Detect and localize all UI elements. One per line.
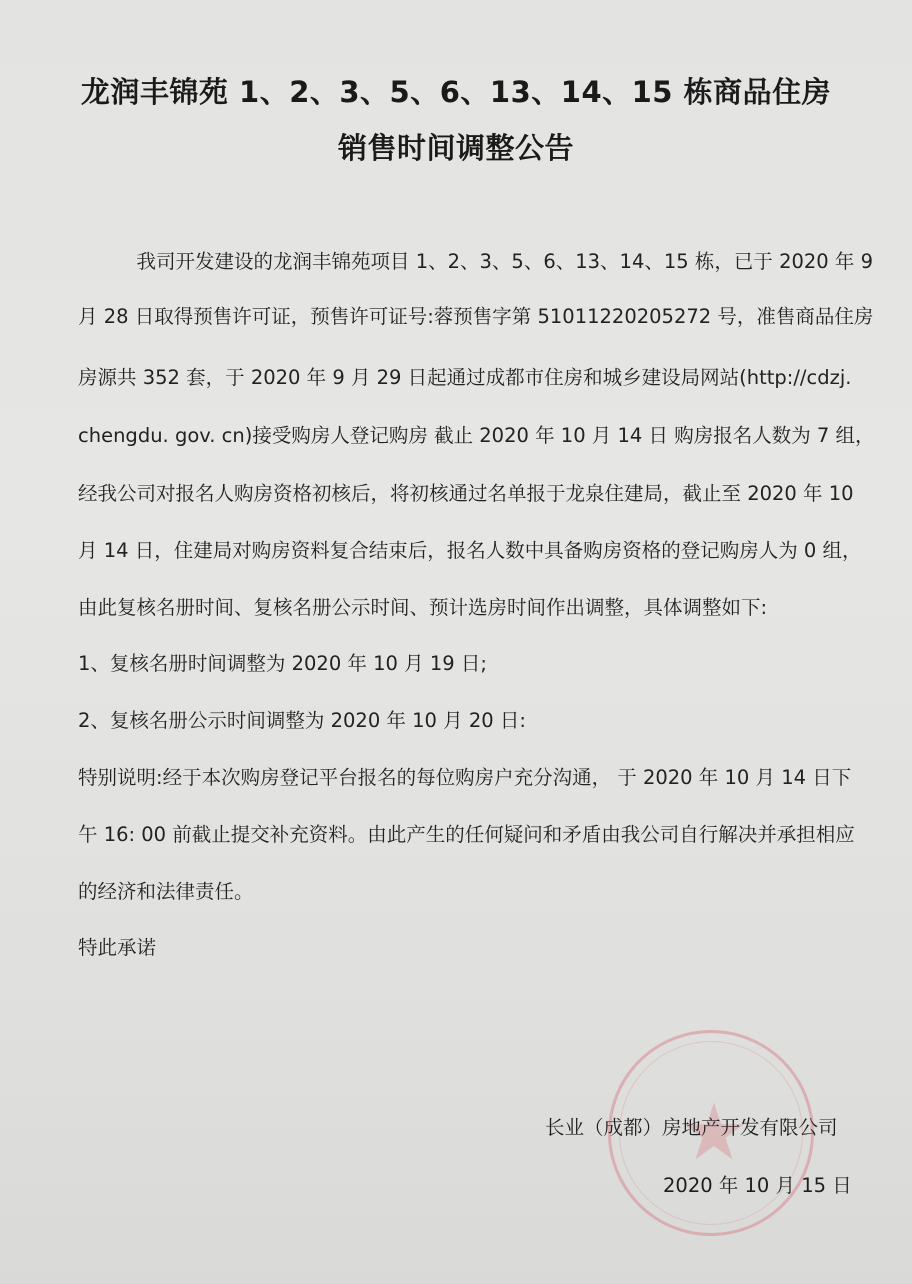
- signature-company: 长业（成都）房地产开发有限公司: [545, 1116, 838, 1139]
- body-line-5: 经我公司对报名人购房资格初核后，将初核通过名单报于龙泉住建局，截止至 2020 年 10: [78, 482, 854, 505]
- body-line-2: 月 28 日取得预售许可证，预售许可证号:蓉预售字第 51011220205272 号，准售商品住房: [78, 305, 874, 328]
- special-note-line-2: 午 16: 00 前截止提交补充资料。由此产生的任何疑问和矛盾由我公司自行解决并承担相应: [78, 823, 855, 846]
- special-note-line-1: 特别说明:经于本次购房登记平台报名的每位购房户充分沟通， 于 2020 年 10 月 14 日下: [78, 766, 852, 789]
- document-title-line1: 龙润丰锦苑 1、2、3、5、6、13、14、15 栋商品住房: [80, 75, 832, 109]
- list-item-2: 2、复核名册公示时间调整为 2020 年 10 月 20 日:: [78, 709, 526, 732]
- body-line-3: 房源共 352 套，于 2020 年 9 月 29 日起通过成都市住房和城乡建设局网站(http://cdzj.: [78, 366, 852, 389]
- body-line-7: 由此复核名册时间、复核名册公示时间、预计选房时间作出调整，具体调整如下:: [78, 596, 768, 619]
- signature-date: 2020 年 10 月 15 日: [663, 1174, 852, 1197]
- closing-statement: 特此承诺: [78, 936, 157, 959]
- special-note-line-3: 的经济和法律责任。: [78, 880, 254, 903]
- document-title-line2: 销售时间调整公告: [337, 131, 574, 165]
- list-item-1: 1、复核名册时间调整为 2020 年 10 月 19 日;: [78, 652, 487, 675]
- star-icon: ★: [679, 1088, 749, 1178]
- body-line-4: chengdu. gov. cn)接受购房人登记购房 截止 2020 年 10 月 14 日 购房报名人数为 7 组，: [78, 424, 875, 447]
- body-line-6: 月 14 日，住建局对购房资料复合结束后，报名人数中具备购房资格的登记购房人为 0 组，: [78, 539, 862, 562]
- body-line-1: 我司开发建设的龙润丰锦苑项目 1、2、3、5、6、13、14、15 栋，已于 2020 年 9: [78, 250, 873, 273]
